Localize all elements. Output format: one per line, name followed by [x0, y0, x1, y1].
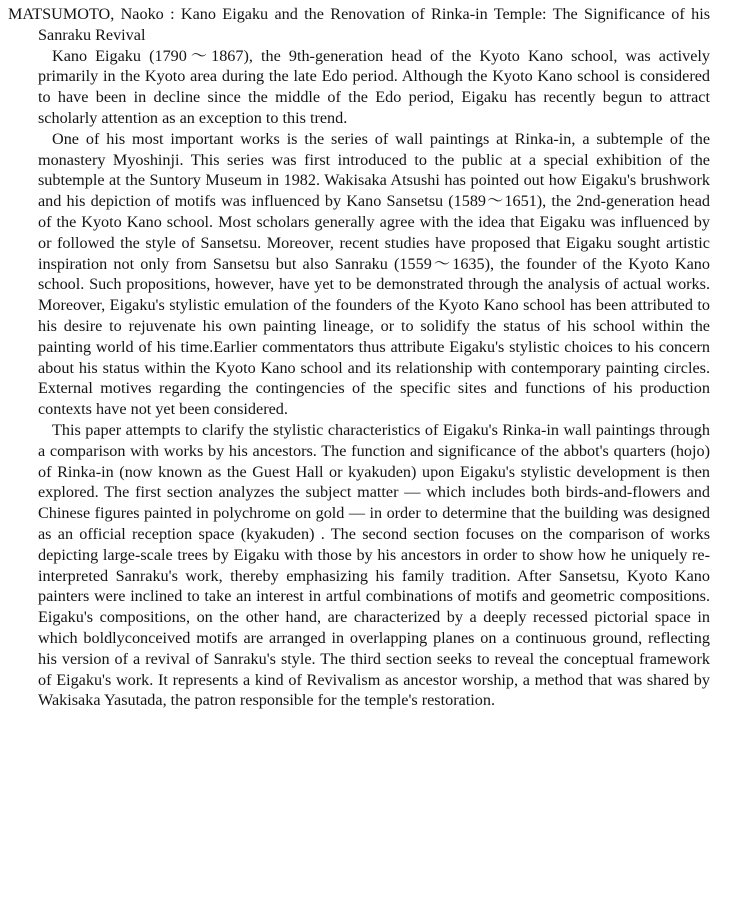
abstract-body — [38, 46, 710, 712]
article-heading: MATSUMOTO, Naoko : Kano Eigaku and the Renovation of Rinka-in Temple: The Significance of his Sanraku Revival — [8, 5, 710, 44]
abstract-page — [8, 4, 710, 711]
abstract-paragraph-1: Kano Eigaku (1790〜1867), the 9th-generation head of the Kyoto Kano school, was actively primarily in the Kyoto area during the late Edo period. Although the Kyoto Kano school is considered to have been in decline since the middle of the Edo period, Eigaku has recently begun to attract scholarly attention as an exception to this trend. — [38, 46, 710, 127]
abstract-paragraph-3: This paper attempts to clarify the stylistic characteristics of Eigaku's Rinka-in wall paintings through a comparison with works by his ancestors. The function and significance of the abbot's quarters (hojo) of Rinka-in (now known as the Guest Hall or kyakuden) upon Eigaku's stylistic development is then explored. The first section analyzes the subject matter — which includes both birds-and-flowers and Chinese figures painted in polychrome on gold — in order to determine that the building was designed as an official reception space (kyakuden) . The second section focuses on the comparison of works depicting large-scale trees by Eigaku with those by his ancestors in order to show how he uniquely re-interpreted Sanraku's work, thereby emphasizing his family tradition. After Sansetsu, Kyoto Kano painters were inclined to take an interest in artful combinations of motifs and geometric compositions. Eigaku's compositions, on the other hand, are characterized by a deeply recessed pictorial space in which boldlyconceived motifs are arranged in overlapping planes on a continuous ground, reflecting his version of a revival of Sanraku's style. The third section seeks to reveal the conceptual framework of Eigaku's work. It represents a kind of Revivalism as ancestor worship, a method that was shared by Wakisaka Yasutada, the patron responsible for the temple's restoration. — [38, 420, 710, 710]
abstract-paragraph-2: One of his most important works is the series of wall paintings at Rinka-in, a subtemple of the monastery Myoshinji. This series was first introduced to the public at a special exhibition of the subtemple at the Suntory Museum in 1982. Wakisaka Atsushi has pointed out how Eigaku's brushwork and his depiction of motifs was influenced by Kano Sansetsu (1589〜1651), the 2nd-generation head of the Kyoto Kano school. Most scholars generally agree with the idea that Eigaku was influenced by or followed the style of Sansetsu. Moreover, recent studies have proposed that Eigaku sought artistic inspiration not only from Sansetsu but also Sanraku (1559〜1635), the founder of the Kyoto Kano school. Such propositions, however, have yet to be demonstrated through the analysis of actual works. Moreover, Eigaku's stylistic emulation of the founders of the Kyoto Kano school has been attributed to his desire to rejuvenate his own painting lineage, or to solidify the status of his school within the painting world of his time.Earlier commentators thus attribute Eigaku's stylistic choices to his concern about his status within the Kyoto Kano school and its relationship with contemporary painting circles. External motives regarding the contingencies of the specific sites and functions of his production contexts have not yet been considered. — [38, 129, 710, 419]
